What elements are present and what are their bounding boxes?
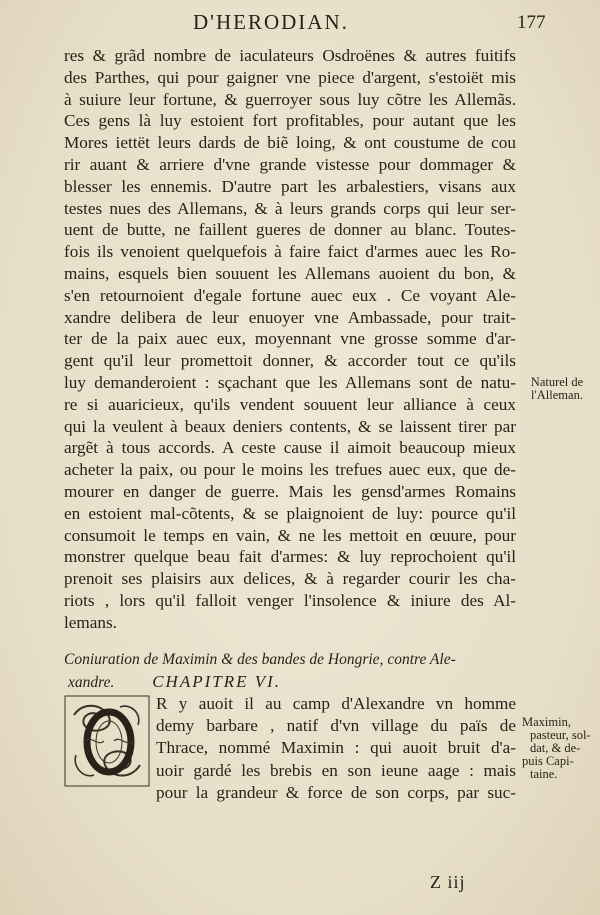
text-line: lemans. bbox=[64, 612, 117, 632]
chapter-text-block bbox=[64, 693, 516, 804]
text-line: R y auoit il au camp d'Alexandre vn homme bbox=[156, 694, 516, 713]
text-line: en estoient mal-cõtents, & se plaignoient de luy: pource qu'il bbox=[64, 503, 516, 523]
text-line: luy demanderoient : sçachant que les Allemans sont de natu- bbox=[64, 372, 516, 392]
text-line: qui la veulent à beaux deniers contents, & se laissent tirer par bbox=[64, 416, 516, 436]
text-line: xandre delibera de leur enuoyer vne Ambassade, pour trait- bbox=[64, 307, 516, 327]
text-line: res & grãd nombre de iaculateurs Osdroënes & autres fuitifs bbox=[64, 46, 516, 65]
margin-note-line: pasteur, sol- bbox=[530, 728, 591, 742]
text-line: mourer en danger de guerre. Mais les gensd'armes Romains bbox=[64, 481, 516, 501]
text-line: s'en retournoient d'egale fortune auec eux . Ce voyant Ale- bbox=[64, 285, 516, 305]
text-line: consumoit le temps en vain, & ne les mettoit en œuure, pour bbox=[64, 525, 516, 545]
text-line: testes nues des Allemans, & à leurs grands corps qui leur ser- bbox=[64, 198, 516, 218]
signature-mark: Z iij bbox=[430, 872, 466, 892]
text-line: Thrace, nommé Maximin : qui auoit bruit d'a- bbox=[156, 738, 516, 758]
chapter-heading bbox=[64, 649, 516, 694]
text-line: Ces gens là luy estoient fort profitables, pour autant que les bbox=[64, 111, 516, 131]
margin-note-line: Naturel de bbox=[530, 375, 584, 389]
text-line: acheter la paix, ou pour le moins les trefues auec eux, que de- bbox=[64, 460, 516, 480]
text-line: re si auaricieux, qu'ils vendent souuent leur alliance à ceux bbox=[64, 394, 516, 414]
margin-note-naturel bbox=[520, 376, 594, 402]
text-line: argẽt à tous accords. A ceste cause il aimoit beaucoup mieux bbox=[64, 438, 516, 458]
text-line: prenoit ses plaisirs aux delices, & à regarder courir les cha- bbox=[64, 569, 516, 589]
running-head: D'HERODIAN. bbox=[193, 10, 349, 34]
margin-note-line: puis Capi- bbox=[522, 754, 574, 768]
text-line: pour la grandeur & force de son corps, par suc- bbox=[156, 782, 516, 802]
text-line: demy barbare , natif d'vn village du païs de bbox=[156, 716, 516, 736]
margin-note-line: dat, & de- bbox=[530, 741, 581, 755]
main-text-block bbox=[64, 45, 516, 634]
text-line: gent qu'il leur promettoit donner, & accorder tout ce qu'ils bbox=[64, 351, 516, 371]
text-line: riots , lors qu'il falloit venger l'insolence & iniure des Al- bbox=[64, 590, 516, 610]
text-line: rir auant & arriere d'vne grande vistesse pour dommager & bbox=[64, 154, 516, 174]
text-line: uent de butte, ne faillent gueres de donner au blanc. Toutes- bbox=[64, 220, 516, 240]
chapter-title-line: Coniuration de Maximin & des bandes de Hongrie, contre Ale- bbox=[64, 651, 456, 668]
margin-note-line: l'Alleman. bbox=[531, 388, 583, 402]
margin-note-maximin bbox=[520, 716, 596, 781]
text-line: monstrer quelque beau fait d'armes: & luy reprochoient qu'il bbox=[64, 547, 516, 567]
margin-note-line: Maximin, bbox=[522, 715, 571, 729]
chapter-title-continuation: xandre. bbox=[68, 674, 115, 691]
text-line: fois ils venoient quelquefois à faire faict d'armes auec les Ro- bbox=[64, 242, 516, 262]
text-line: mains, esquels bien souuent les Allemans auoient du bon, & bbox=[64, 263, 516, 283]
text-line: blesser les ennemis. D'autre part les arbalestiers, visans aux bbox=[64, 176, 516, 196]
page-number: 177 bbox=[517, 12, 546, 33]
text-line: des Parthes, qui pour gaigner vne piece d'argent, s'estoiët mis bbox=[64, 67, 516, 87]
page-header bbox=[0, 10, 600, 38]
chapter-title-line-2 bbox=[64, 671, 516, 694]
text-line: uoir gardé les brebis en son ieune aage : mais bbox=[156, 760, 516, 780]
text-line: à suiure leur fortune, & guerroyer sous luy cõtre les Allemãs. bbox=[64, 89, 516, 109]
text-line: Mores iettët leurs dards de biẽ loing, & ont coustume de cou bbox=[64, 133, 516, 153]
margin-note-line: taine. bbox=[530, 767, 558, 781]
text-line: ter de la paix auec eux, moyennant vne grosse somme d'ar- bbox=[64, 329, 516, 349]
chapter-label: CHAPITRE VI. bbox=[152, 672, 282, 691]
